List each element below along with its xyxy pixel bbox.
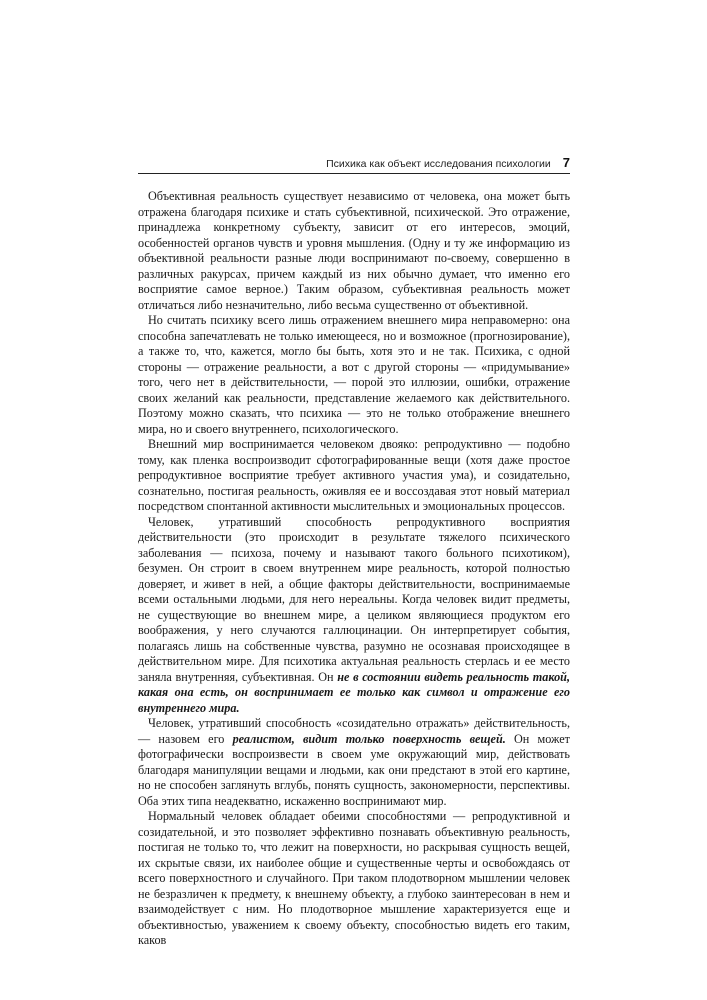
paragraph-objective-reality: Объективная реальность существует независимо от человека, она может быть отражена благодаря психике и стать субъективной, психической. Это отражение, принадлежа конкретному субъекту, зависит от его интересов, эмоций, особенностей органов чувств и уровня мышления. (Одну и ту же информацию из объективной реальности разные люди воспринимают по-своему, совершенно в различных ракурсах, причем каждый из них обычно думает, что именно его восприятие самое верное.) Таким образом, субъективная реальность может отличаться либо незначительно, либо весьма существенно от объективной.: [138, 189, 570, 312]
paragraph-normal-person: Нормальный человек обладает обеими способностями — репродуктивной и созидательной, и это позволяет эффективно познавать объективную реальность, постигая не только то, что лежит на поверхности, но раскрывая сущность вещей, их скрытые связи, их наиболее общие и существенные черты и освобождаясь от всего поверхностного и случайного. При таком плодотворном мышлении человек не безразличен к предмету, к внешнему объекту, а глубоко заинтересован в нем и взаимодействует с ним. Но плодотворное мышление характеризуется еще и объективностью, уважением к своему объекту, способностью видеть его таким, каков: [138, 809, 570, 947]
running-title: Психика как объект исследования психологии: [326, 158, 551, 170]
page-number: 7: [562, 155, 570, 170]
paragraph-psyche-reflection: Но считать психику всего лишь отражением внешнего мира неправомерно: она способна запечатлевать не только имеющееся, но и возможное (прогнозирование), а также то, что, кажется, могло бы быть, хотя это и не так. Психика, с одной стороны — отражение реальности, а вот с другой стороны — «придумывание» того, чего нет в действительности, — порой это иллюзии, ошибки, отражение своих желаний как реальности, представление желаемого как действительного. Поэтому можно сказать, что психика — это не только отображение внешнего мира, но и своего внутреннего, психологического.: [138, 313, 570, 436]
body-text: [138, 189, 570, 949]
running-head: [138, 150, 570, 174]
paragraph-psychotic-emphasis: не в состоянии видеть реальность такой, какая она есть, он воспринимает ее только как символ и отражение его внутреннего мира.: [138, 669, 571, 715]
paragraph-realist-text-end: Он может фотографически воспроизвести в своем уме окружающий мир, действовать благодаря манипуляции вещами и людьми, как они предстают в этой его картине, но не способен заглянуть вглубь, понять сущность, закономерности, перспективы. Оба этих типа неадекватно, искаженно воспринимают мир.: [138, 731, 570, 808]
paragraph-realist-emphasis: реалистом, видит только поверхность вещей.: [232, 731, 506, 746]
paragraph-realist-text-start: Человек, утративший способность «созидательно отражать» действительность, — назовем его: [138, 716, 570, 746]
paragraph-psychotic-text: Человек, утративший способность репродуктивного восприятия действительности (это происходит в результате тяжелого психического заболевания — психоза, почему и называют такого больного психотиком), безумен. Он строит в своем внутреннем мире реальность, которой полностью доверяет, и живет в ней, а общие факторы действительности, воспринимаемые всеми остальными людьми, для него нереальны. Когда человек видит предметы, не существующие во внешнем мире, а целиком являющиеся продуктом его воображения, у него случаются галлюцинации. Он интерпретирует события, полагаясь лишь на собственные чувства, разумно не осознавая происходящее в действительном мире. Для психотика актуальная реальность стерлась и ее место заняла внутренняя, субъективная. Он: [138, 514, 570, 684]
paragraph-psychotic: [138, 515, 570, 717]
paragraph-realist: [138, 716, 570, 809]
paragraph-perception-modes: Внешний мир воспринимается человеком двояко: репродуктивно — подобно тому, как пленка воспроизводит сфотографированные вещи (хотя даже простое репродуктивное восприятие требует активного участия ума), и созидательно, сознательно, постигая реальность, оживляя ее и воссоздавая этот новый материал посредством спонтанной активности мыслительных и эмоциональных процессов.: [138, 437, 570, 513]
